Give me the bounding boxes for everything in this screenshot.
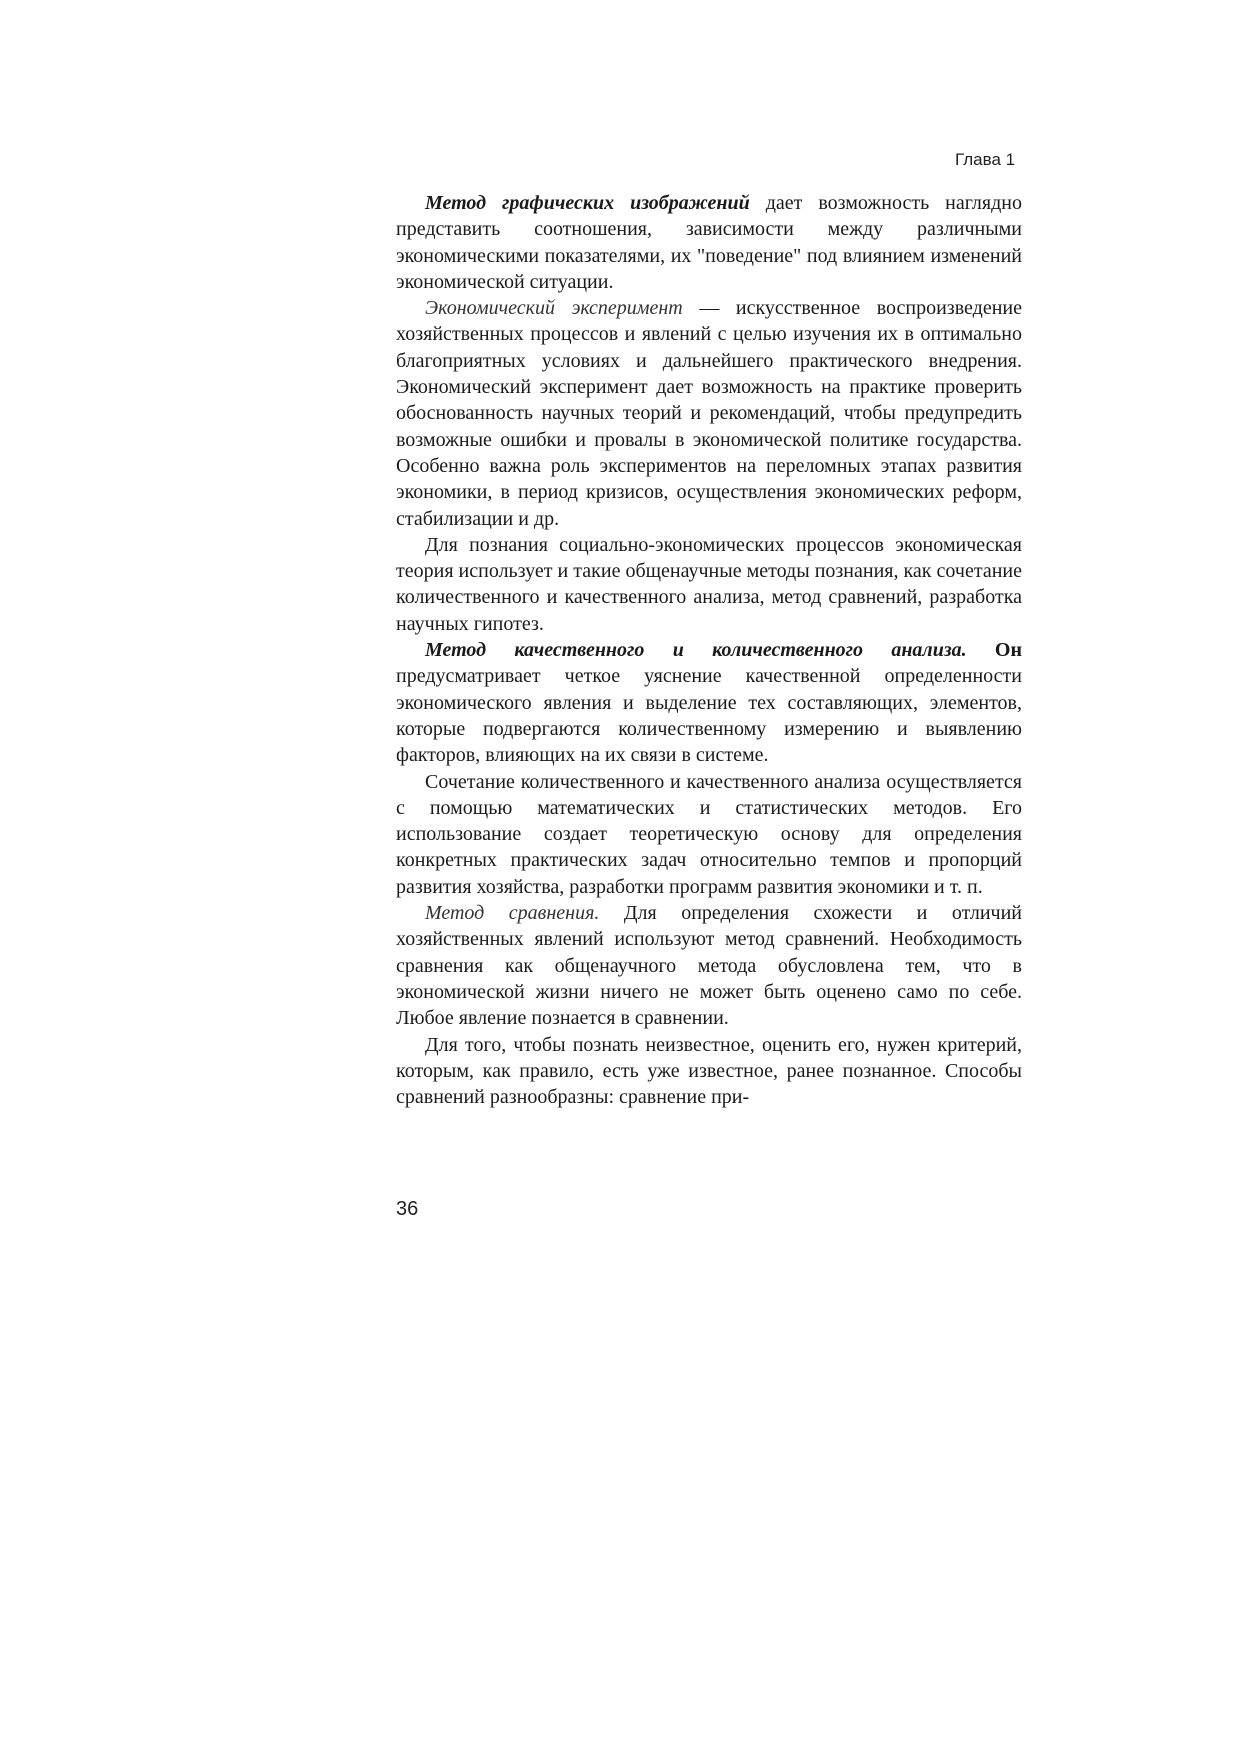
paragraph-lead: Он [966, 639, 1022, 662]
paragraph-graphic-method [396, 190, 1022, 295]
paragraph-general-methods [396, 532, 1022, 637]
paragraph-economic-experiment [396, 295, 1022, 532]
paragraph-text: Сочетание количественного и качественного анализа осуществляется с помощью математических и статистических методов. Его использование создает теоретическую основу для определения конкретных практических задач относительно темпов и пропорций развития хозяйства, разработки программ развития экономики и т. п. [396, 770, 1022, 898]
term-graphic-method: Метод графических изображений [425, 192, 750, 214]
page-number: 36 [396, 1198, 419, 1220]
paragraph-comparison-method [396, 900, 1022, 1031]
term-comparison-method: Метод сравнения. [425, 902, 600, 925]
paragraph-combined-analysis [396, 769, 1022, 900]
paragraph-text: — искусственное воспроизведение хозяйственных процессов и явлений с целью изучения их в оптимально благоприятных условиях и дальнейшего практического внедрения. Экономический эксперимент дает возможность на практике проверить обоснованность научных теорий и рекомендаций, чтобы предупредить возможные ошибки и провалы в экономической политике государства. Особенно важна роль экспериментов на переломных этапах развития экономики, в период кризисов, осуществления экономических реформ, стабилизации и др. [396, 297, 1022, 530]
body-text [396, 190, 1022, 1110]
paragraph-text: Для определения схожести и отличий хозяйственных явлений используют метод сравнений. Необходимость сравнения как общенаучного метода обусловлена тем, что в экономической жизни ничего не может быть оценено само по себе. Любое явление познается в сравнении. [396, 902, 1022, 1030]
term-quality-quantity: Метод качественного и количественного анализа. [425, 639, 967, 662]
paragraph-text: предусматривает четкое уяснение качественной определенности экономического явления и выделение тех составляющих, элементов, которые подвергаются количественному измерению и выявлению факторов, влияющих на их связи в системе. [396, 665, 1022, 767]
paragraph-criterion [396, 1032, 1022, 1111]
term-economic-experiment: Экономический эксперимент [425, 297, 683, 320]
paragraph-quality-quantity [396, 637, 1022, 768]
paragraph-text: Для того, чтобы познать неизвестное, оценить его, нужен критерий, которым, как правило, есть уже известное, ранее познанное. Способы сравнений разнообразны: сравнение при- [396, 1033, 1022, 1109]
paragraph-text: Для познания социально-экономических процессов экономическая теория использует и такие общенаучные методы познания, как сочетание количественного и качественного анализа, метод сравнений, разработка научных гипотез. [396, 533, 1022, 635]
paragraph-text: дает возможность наглядно представить соотношения, зависимости между различными экономическими показателями, их "поведение" под влиянием изменений экономической ситуации. [396, 192, 1022, 293]
running-header: Глава 1 [955, 150, 1016, 169]
